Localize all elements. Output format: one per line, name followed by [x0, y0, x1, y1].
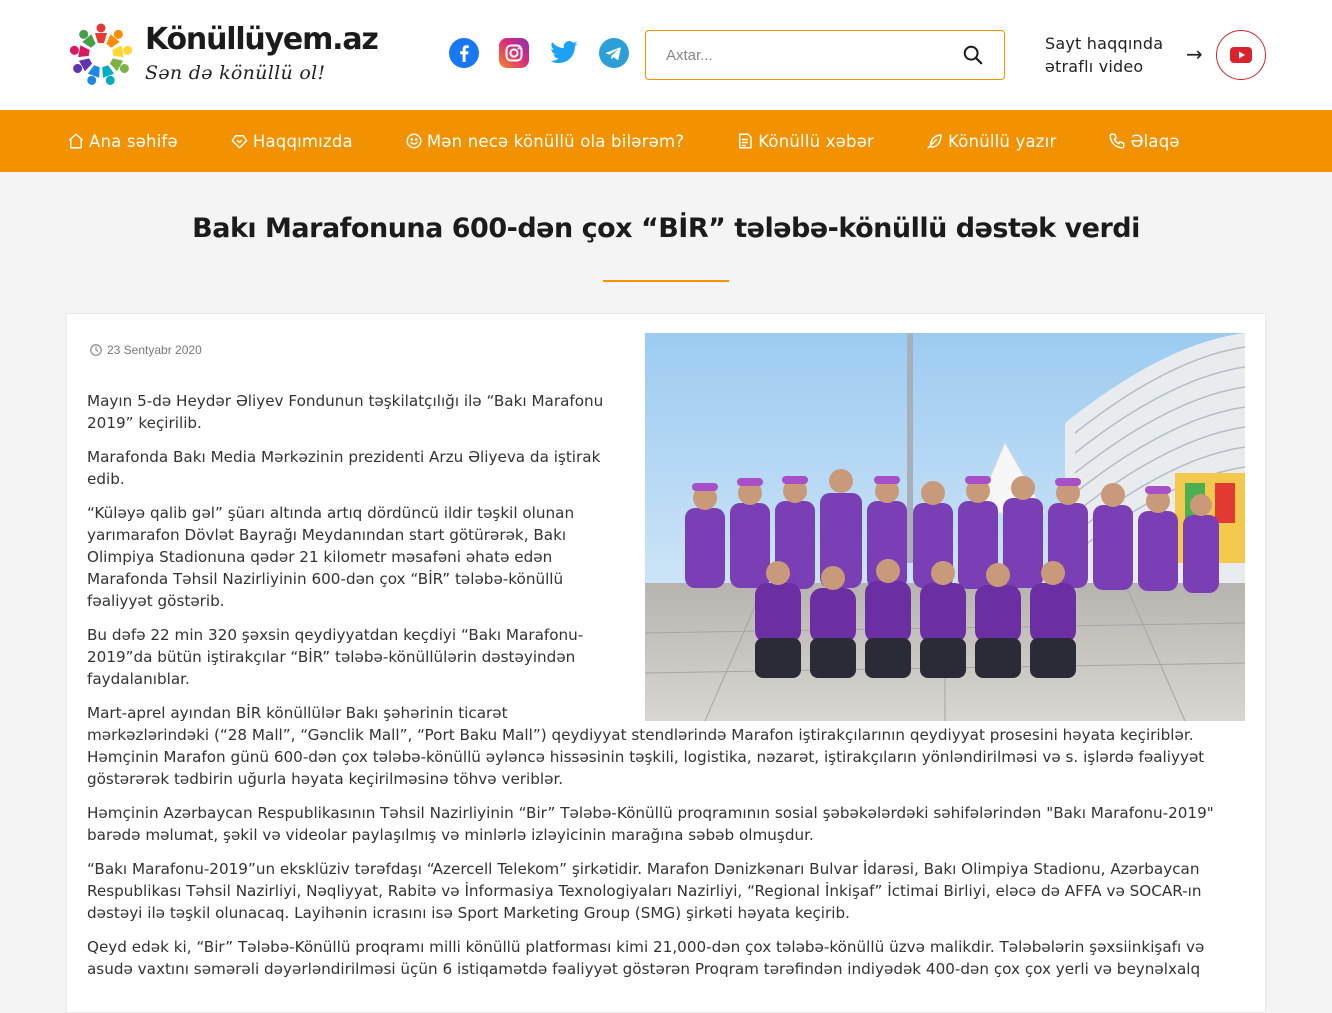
- nav-item-label: Mən necə könüllü ola bilərəm?: [426, 131, 685, 151]
- facebook-icon[interactable]: [449, 38, 479, 68]
- nav-item-label: Haqqımızda: [252, 131, 353, 151]
- main-nav: [0, 110, 1332, 172]
- article-body: [87, 390, 1247, 992]
- title-underline: [603, 280, 729, 282]
- heart-diamond-icon: [230, 132, 249, 150]
- phone-icon: [1108, 132, 1126, 150]
- article-date: [89, 343, 202, 357]
- video-link-line2: ətraflı video: [1045, 57, 1144, 76]
- telegram-icon[interactable]: [599, 38, 629, 68]
- logo-people-circle-icon: [67, 21, 135, 89]
- arrow-right-icon: →: [1186, 42, 1203, 66]
- youtube-icon: [1230, 47, 1252, 63]
- nav-item-label: Əlaqə: [1130, 131, 1180, 151]
- article-date-text: 23 Sentyabr 2020: [107, 343, 202, 357]
- article-card: [66, 313, 1266, 1013]
- youtube-button[interactable]: [1216, 30, 1266, 80]
- article-paragraph: Marafonda Bakı Media Mərkəzinin prezidenti Arzu Əliyeva da iştirak edib.: [87, 448, 601, 488]
- article-paragraph: Qeyd edək ki, “Bir” Tələbə-Könüllü proqramı milli könüllü platforması kimi 21,000-dən çox tələbə-könüllü üzvə malikdir. Tələbələrin şəxsiinkişafı və asudə vaxtını səmərəli dəyərləndirilməsi üçün 6 istiqamətdə fəaliyyət göstərən Proqram tərəfindən indiyədək 400-dən çox çox yerli və beynəlxalq: [87, 938, 1205, 978]
- about-video-link[interactable]: [1045, 32, 1163, 78]
- article-paragraph: “Küləyə qalib gəl” şüarı altında artıq dördüncü ildir təşkil olunan yarımarafon Dövlət Bayrağı Meydanından start götürərək, Bakı Olimpiya Stadionuna qədər 21 kilometr məsafəni əhatə edən Marafonda Təhsil Nazirliyinin 600-dən çox “BİR” tələbə-könüllü fəaliyyət göstərib.: [87, 504, 575, 610]
- nav-item-contact[interactable]: [1108, 132, 1179, 151]
- social-links: [449, 38, 629, 68]
- site-header: [0, 0, 1332, 110]
- article-title: Bakı Marafonuna 600-dən çox “BİR” tələbə-könüllü dəstək verdi: [192, 213, 1140, 244]
- article-paragraph: Mayın 5-də Heydər Əliyev Fondunun təşkilatçılığı ilə “Bakı Marafonu 2019” keçirilib.: [87, 392, 604, 432]
- nav-item-label: Könüllü yazır: [948, 131, 1057, 151]
- search-icon[interactable]: [962, 44, 984, 66]
- logo-title: Könüllüyem.az: [145, 22, 378, 57]
- smile-icon: [405, 132, 423, 150]
- nav-item-volunteer-writes[interactable]: [926, 132, 1056, 151]
- search-input[interactable]: [666, 31, 956, 79]
- search-box: [645, 30, 1005, 80]
- article-paragraph: Həmçinin Azərbaycan Respublikasının Təhsil Nazirliyinin “Bir” Tələbə-Könüllü proqramının sosial şəbəkələrdəki səhifələrindən "Bakı Marafonu-2019" barədə məlumat, şəkil və videolar paylaşılmış və minlərlə izləyicinin marağına səbəb olmuşdur.: [87, 804, 1214, 844]
- article-paragraph: “Bakı Marafonu-2019”un eksklüziv tərəfdaşı “Azercell Telekom” şirkətidir. Marafon Dənizkənarı Bulvar İdarəsi, Bakı Olimpiya Stadionu, Azərbaycan Respublikası Təhsil Nazirliyi, Nəqliyyat, Rabitə və İnformasiya Texnologiyaları Nazirliyi, “Regional İnkişaf” İctimai Birliyi, eləcə də AFFA və SOCAR-ın dəstəyi ilə təşkil olunacaq. Layihənin icrasını isə Sport Marketing Group (SMG) şirkəti həyata keçirib.: [87, 860, 1202, 922]
- news-icon: [736, 132, 754, 150]
- nav-item-volunteer-news[interactable]: [736, 132, 874, 151]
- clock-icon: [89, 343, 103, 357]
- nav-item-how-to-volunteer[interactable]: [405, 132, 684, 151]
- instagram-icon[interactable]: [499, 38, 529, 68]
- video-link-line1: Sayt haqqında: [1045, 34, 1164, 53]
- home-icon: [67, 132, 85, 150]
- twitter-icon[interactable]: [549, 38, 579, 68]
- nav-item-label: Könüllü xəbər: [758, 131, 875, 151]
- article-paragraph: Mart-aprel ayından BİR könüllülər Bakı şəhərinin ticarət mərkəzlərindəki (“28 Mall”, “Gənclik Mall”, “Port Baku Mall”) qeydiyyat stendlərində Marafon iştirakçılarının qeydiyyat prosesini həyata keçiriblər. Həmçinin Marafon günü 600-dən çox tələbə-könüllü əyləncə hissəsinin təşkili, logistika, nəzarət, iştirakçıların yönləndirilməsi və s. işlərdə fəaliyyət göstərərək tədbirin uğurla həyata keçirilməsinə töhvə veriblər.: [87, 704, 1205, 788]
- nav-item-about[interactable]: [230, 132, 353, 151]
- nav-item-home[interactable]: [67, 132, 178, 151]
- nav-item-label: Ana səhifə: [89, 131, 178, 151]
- feather-icon: [926, 132, 944, 150]
- article-paragraph: Bu dəfə 22 min 320 şəxsin qeydiyyatdan keçdiyi “Bakı Marafonu-2019”da bütün iştirakçılar “BİR” tələbə-könüllülərin dəstəyindən faydalanıblar.: [87, 626, 584, 688]
- logo-slogan: Sən də könüllü ol!: [145, 62, 326, 84]
- site-logo[interactable]: [67, 18, 378, 90]
